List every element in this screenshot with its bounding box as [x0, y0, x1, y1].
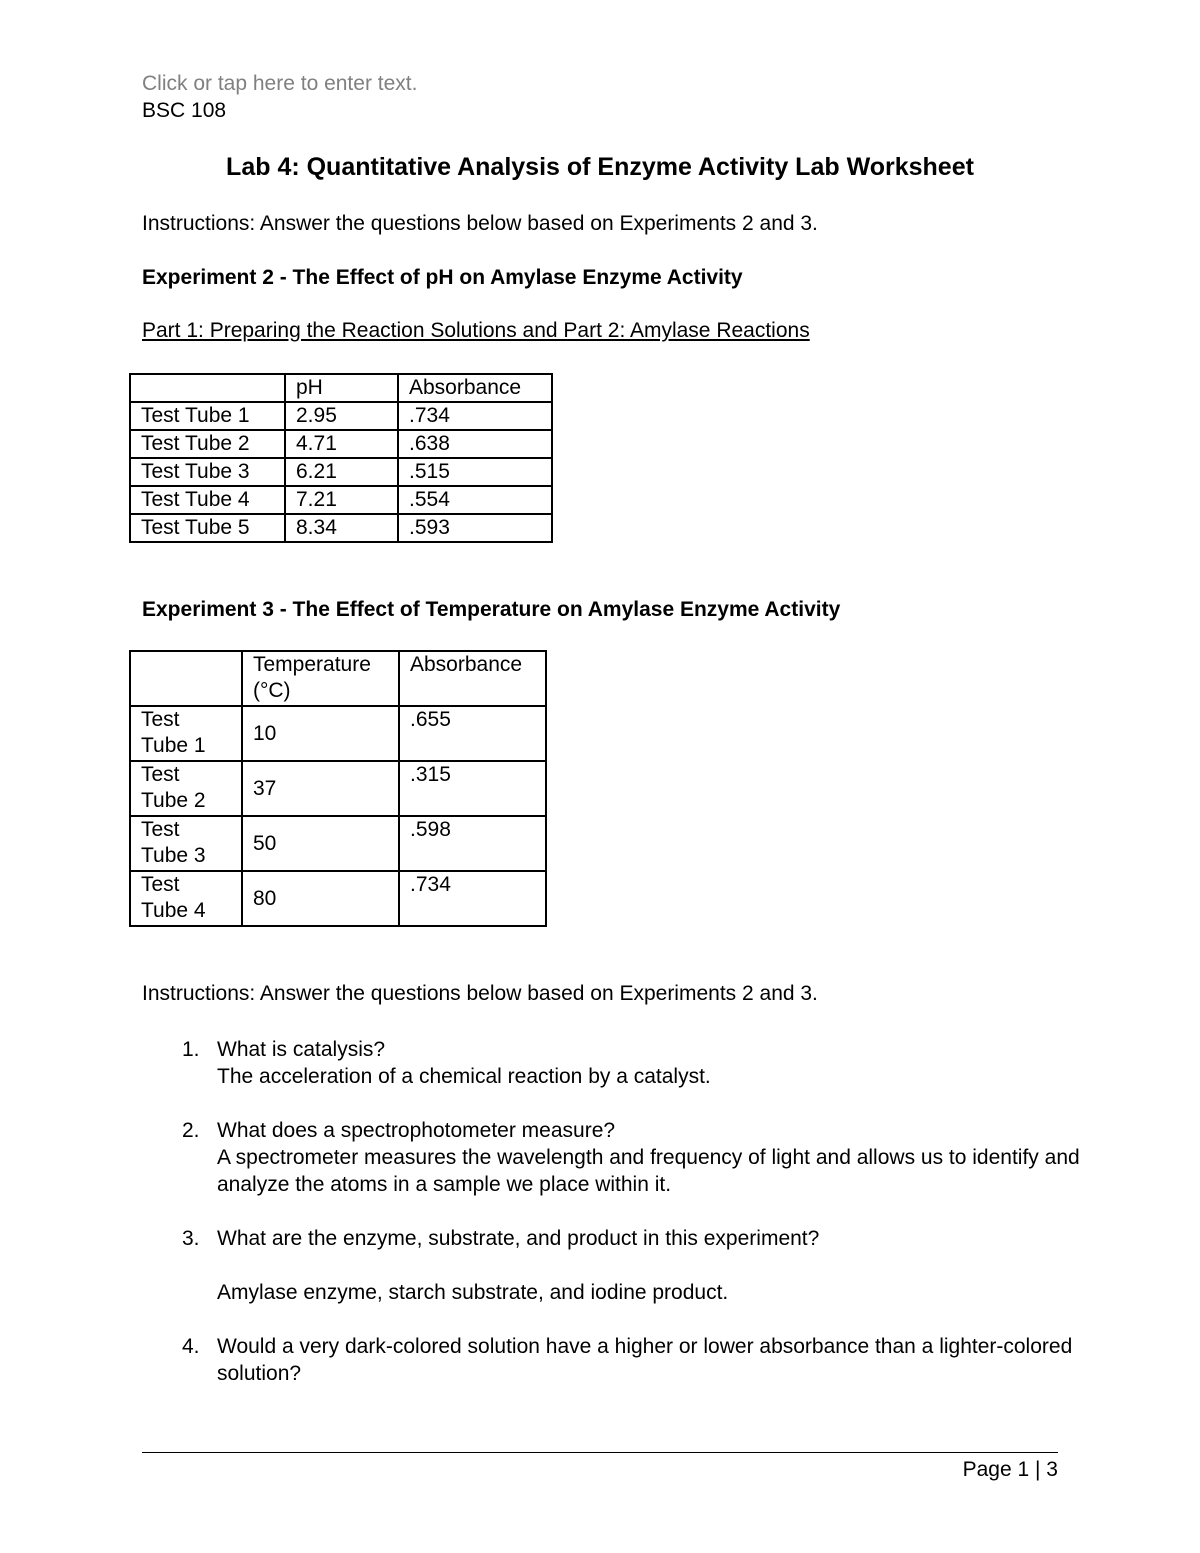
- table-cell: 50: [242, 816, 399, 871]
- question-number: 1.: [182, 1038, 200, 1061]
- answer-text[interactable]: Amylase enzyme, starch substrate, and iodine product.: [217, 1281, 729, 1304]
- table-row: [130, 761, 546, 816]
- table-cell: Test Tube 1: [130, 706, 242, 761]
- experiment2-heading: Experiment 2 - The Effect of pH on Amylase Enzyme Activity: [142, 266, 743, 289]
- table-cell: Test Tube 3: [130, 458, 285, 486]
- table-cell: 6.21: [285, 458, 398, 486]
- experiment2-part-heading: Part 1: Preparing the Reaction Solutions and Part 2: Amylase Reactions: [142, 319, 810, 342]
- table-cell: Test Tube 5: [130, 514, 285, 542]
- table-header-cell: Absorbance: [398, 374, 552, 402]
- table-header-row: [130, 374, 552, 402]
- table-cell: 4.71: [285, 430, 398, 458]
- course-code: BSC 108: [142, 99, 227, 122]
- page-title: Lab 4: Quantitative Analysis of Enzyme Activity Lab Worksheet: [226, 153, 974, 181]
- text-placeholder[interactable]: Click or tap here to enter text.: [142, 72, 418, 95]
- table-cell: 37: [242, 761, 399, 816]
- question-list: [142, 1036, 1082, 1414]
- table-cell: 10: [242, 706, 399, 761]
- question-text: Would a very dark-colored solution have a higher or lower absorbance than a lighter-colored solution?: [217, 1335, 1073, 1385]
- table-row: [130, 514, 552, 542]
- temperature-table: [129, 650, 547, 927]
- table-cell: .554: [398, 486, 552, 514]
- table-cell: 8.34: [285, 514, 398, 542]
- table-cell: Test Tube 2: [130, 430, 285, 458]
- table-header-row: [130, 651, 546, 706]
- table-row: [130, 816, 546, 871]
- table-cell: Test Tube 1: [130, 402, 285, 430]
- page-number: Page 1 | 3: [962, 1458, 1058, 1481]
- footer-divider: [142, 1452, 1058, 1453]
- table-row: [130, 458, 552, 486]
- table-header-cell: Temperature (°C): [242, 651, 399, 706]
- table-cell: .638: [398, 430, 552, 458]
- question-text: What is catalysis?: [217, 1038, 386, 1061]
- instructions-repeat: Instructions: Answer the questions below based on Experiments 2 and 3.: [142, 982, 818, 1005]
- answer-text[interactable]: A spectrometer measures the wavelength and frequency of light and allows us to identify and analyze the atoms in a sample we place within it.: [217, 1146, 1080, 1196]
- table-row: [130, 871, 546, 926]
- table-row: [130, 486, 552, 514]
- list-item: [142, 1036, 1082, 1090]
- instructions: Instructions: Answer the questions below based on Experiments 2 and 3.: [142, 212, 818, 235]
- table-cell: 80: [242, 871, 399, 926]
- question-text: What are the enzyme, substrate, and product in this experiment?: [217, 1227, 820, 1250]
- table-cell: 7.21: [285, 486, 398, 514]
- table-row: [130, 706, 546, 761]
- list-item: [142, 1117, 1082, 1198]
- table-cell: .734: [399, 871, 546, 926]
- table-cell: Test Tube 4: [130, 871, 242, 926]
- answer-text[interactable]: The acceleration of a chemical reaction by a catalyst.: [217, 1065, 711, 1088]
- table-cell: .734: [398, 402, 552, 430]
- table-header-cell: [130, 374, 285, 402]
- question-number: 3.: [182, 1227, 200, 1250]
- table-cell: Test Tube 4: [130, 486, 285, 514]
- table-cell: .515: [398, 458, 552, 486]
- table-row: [130, 430, 552, 458]
- table-row: [130, 402, 552, 430]
- table-cell: 2.95: [285, 402, 398, 430]
- ph-table: [129, 373, 553, 543]
- table-header-cell: [130, 651, 242, 706]
- table-header-cell: Absorbance: [399, 651, 546, 706]
- table-cell: .655: [399, 706, 546, 761]
- table-cell: Test Tube 3: [130, 816, 242, 871]
- question-number: 4.: [182, 1335, 200, 1358]
- table-header-cell: pH: [285, 374, 398, 402]
- list-item: [142, 1333, 1082, 1387]
- experiment3-heading: Experiment 3 - The Effect of Temperature on Amylase Enzyme Activity: [142, 598, 841, 621]
- table-cell: .593: [398, 514, 552, 542]
- table-cell: .315: [399, 761, 546, 816]
- question-text: What does a spectrophotometer measure?: [217, 1119, 616, 1142]
- list-item: [142, 1225, 1082, 1306]
- question-number: 2.: [182, 1119, 200, 1142]
- table-cell: .598: [399, 816, 546, 871]
- table-cell: Test Tube 2: [130, 761, 242, 816]
